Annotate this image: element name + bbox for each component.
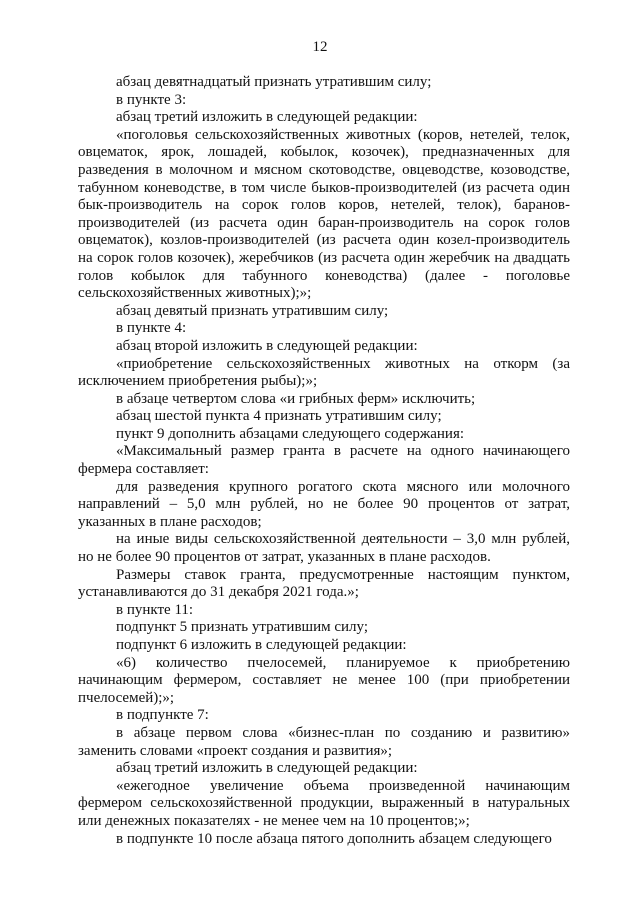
paragraph: в пункте 4:	[116, 320, 187, 337]
paragraph: подпункт 5 признать утратившим силу;	[116, 619, 368, 636]
paragraph: «Максимальный размер гранта в расчете на одного начинающего фермера составляет:	[78, 443, 570, 478]
paragraph: «ежегодное увеличение объема произведенной начинающим фермером сельскохозяйственной продукции, выраженный в натуральных или денежных показателях - не менее чем на 10 процентов;»;	[78, 777, 570, 829]
paragraph: «приобретение сельскохозяйственных животных на откорм (за исключением приобретения рыбы);»;	[78, 355, 570, 390]
paragraph: Размеры ставок гранта, предусмотренные настоящим пунктом, устанавливаются до 31 декабря 2021 года.»;	[78, 566, 570, 601]
paragraph: в пункте 3:	[116, 91, 187, 108]
paragraph: в абзаце четвертом слова «и грибных ферм» исключить;	[116, 390, 476, 407]
paragraph: абзац шестой пункта 4 признать утратившим силу;	[116, 408, 442, 425]
paragraph: абзац девятнадцатый признать утратившим силу;	[116, 74, 432, 90]
paragraph: пункт 9 дополнить абзацами следующего содержания:	[116, 425, 465, 442]
paragraph: в подпункте 10 после абзаца пятого дополнить абзацем следующего	[116, 830, 552, 847]
page-number: 12	[312, 39, 328, 55]
paragraph: на иные виды сельскохозяйственной деятельности – 3,0 млн рублей, но не более 90 процентов от затрат, указанных в плане расходов.	[78, 531, 570, 566]
paragraph: абзац второй изложить в следующей редакции:	[116, 337, 418, 354]
paragraph: подпункт 6 изложить в следующей редакции:	[116, 637, 407, 653]
paragraph: абзац девятый признать утратившим силу;	[116, 302, 389, 319]
document-body	[78, 74, 570, 848]
paragraph: «поголовья сельскохозяйственных животных (коров, нетелей, телок, овцематок, ярок, лошадей, кобылок, козочек), предназначенных для разведения в молочном и мясном скотоводстве, овцеводстве, козоводстве, табунном коневодстве, в том числе быков-производителей (из расчета один бык-производитель на сорок голов коров, нетелей, телок), баранов-производителей (из расчета один баран-производитель на сорок голов овцематок), козлов-производителей (из расчета один козел-производитель на сорок голов козочек), жеребчиков (из расчета один жеребчик на двадцать голов кобылок для табунного коневодства) (далее - поголовье сельскохозяйственных животных);»;	[78, 126, 570, 302]
paragraph: в пункте 11:	[116, 601, 194, 618]
paragraph: для разведения крупного рогатого скота мясного или молочного направлений – 5,0 млн рублей, но не более 90 процентов от затрат, указанных в плане расходов;	[78, 478, 570, 530]
paragraph: в абзаце первом слова «бизнес-план по созданию и развитию» заменить словами «проект создания и развития»;	[78, 724, 570, 759]
paragraph: абзац третий изложить в следующей редакции:	[116, 109, 418, 126]
paragraph: «6) количество пчелосемей, планируемое к приобретению начинающим фермером, составляет не менее 100 (при приобретении пчелосемей);»;	[78, 654, 570, 706]
paragraph: абзац третий изложить в следующей редакции:	[116, 760, 418, 777]
paragraph: в подпункте 7:	[116, 707, 209, 724]
